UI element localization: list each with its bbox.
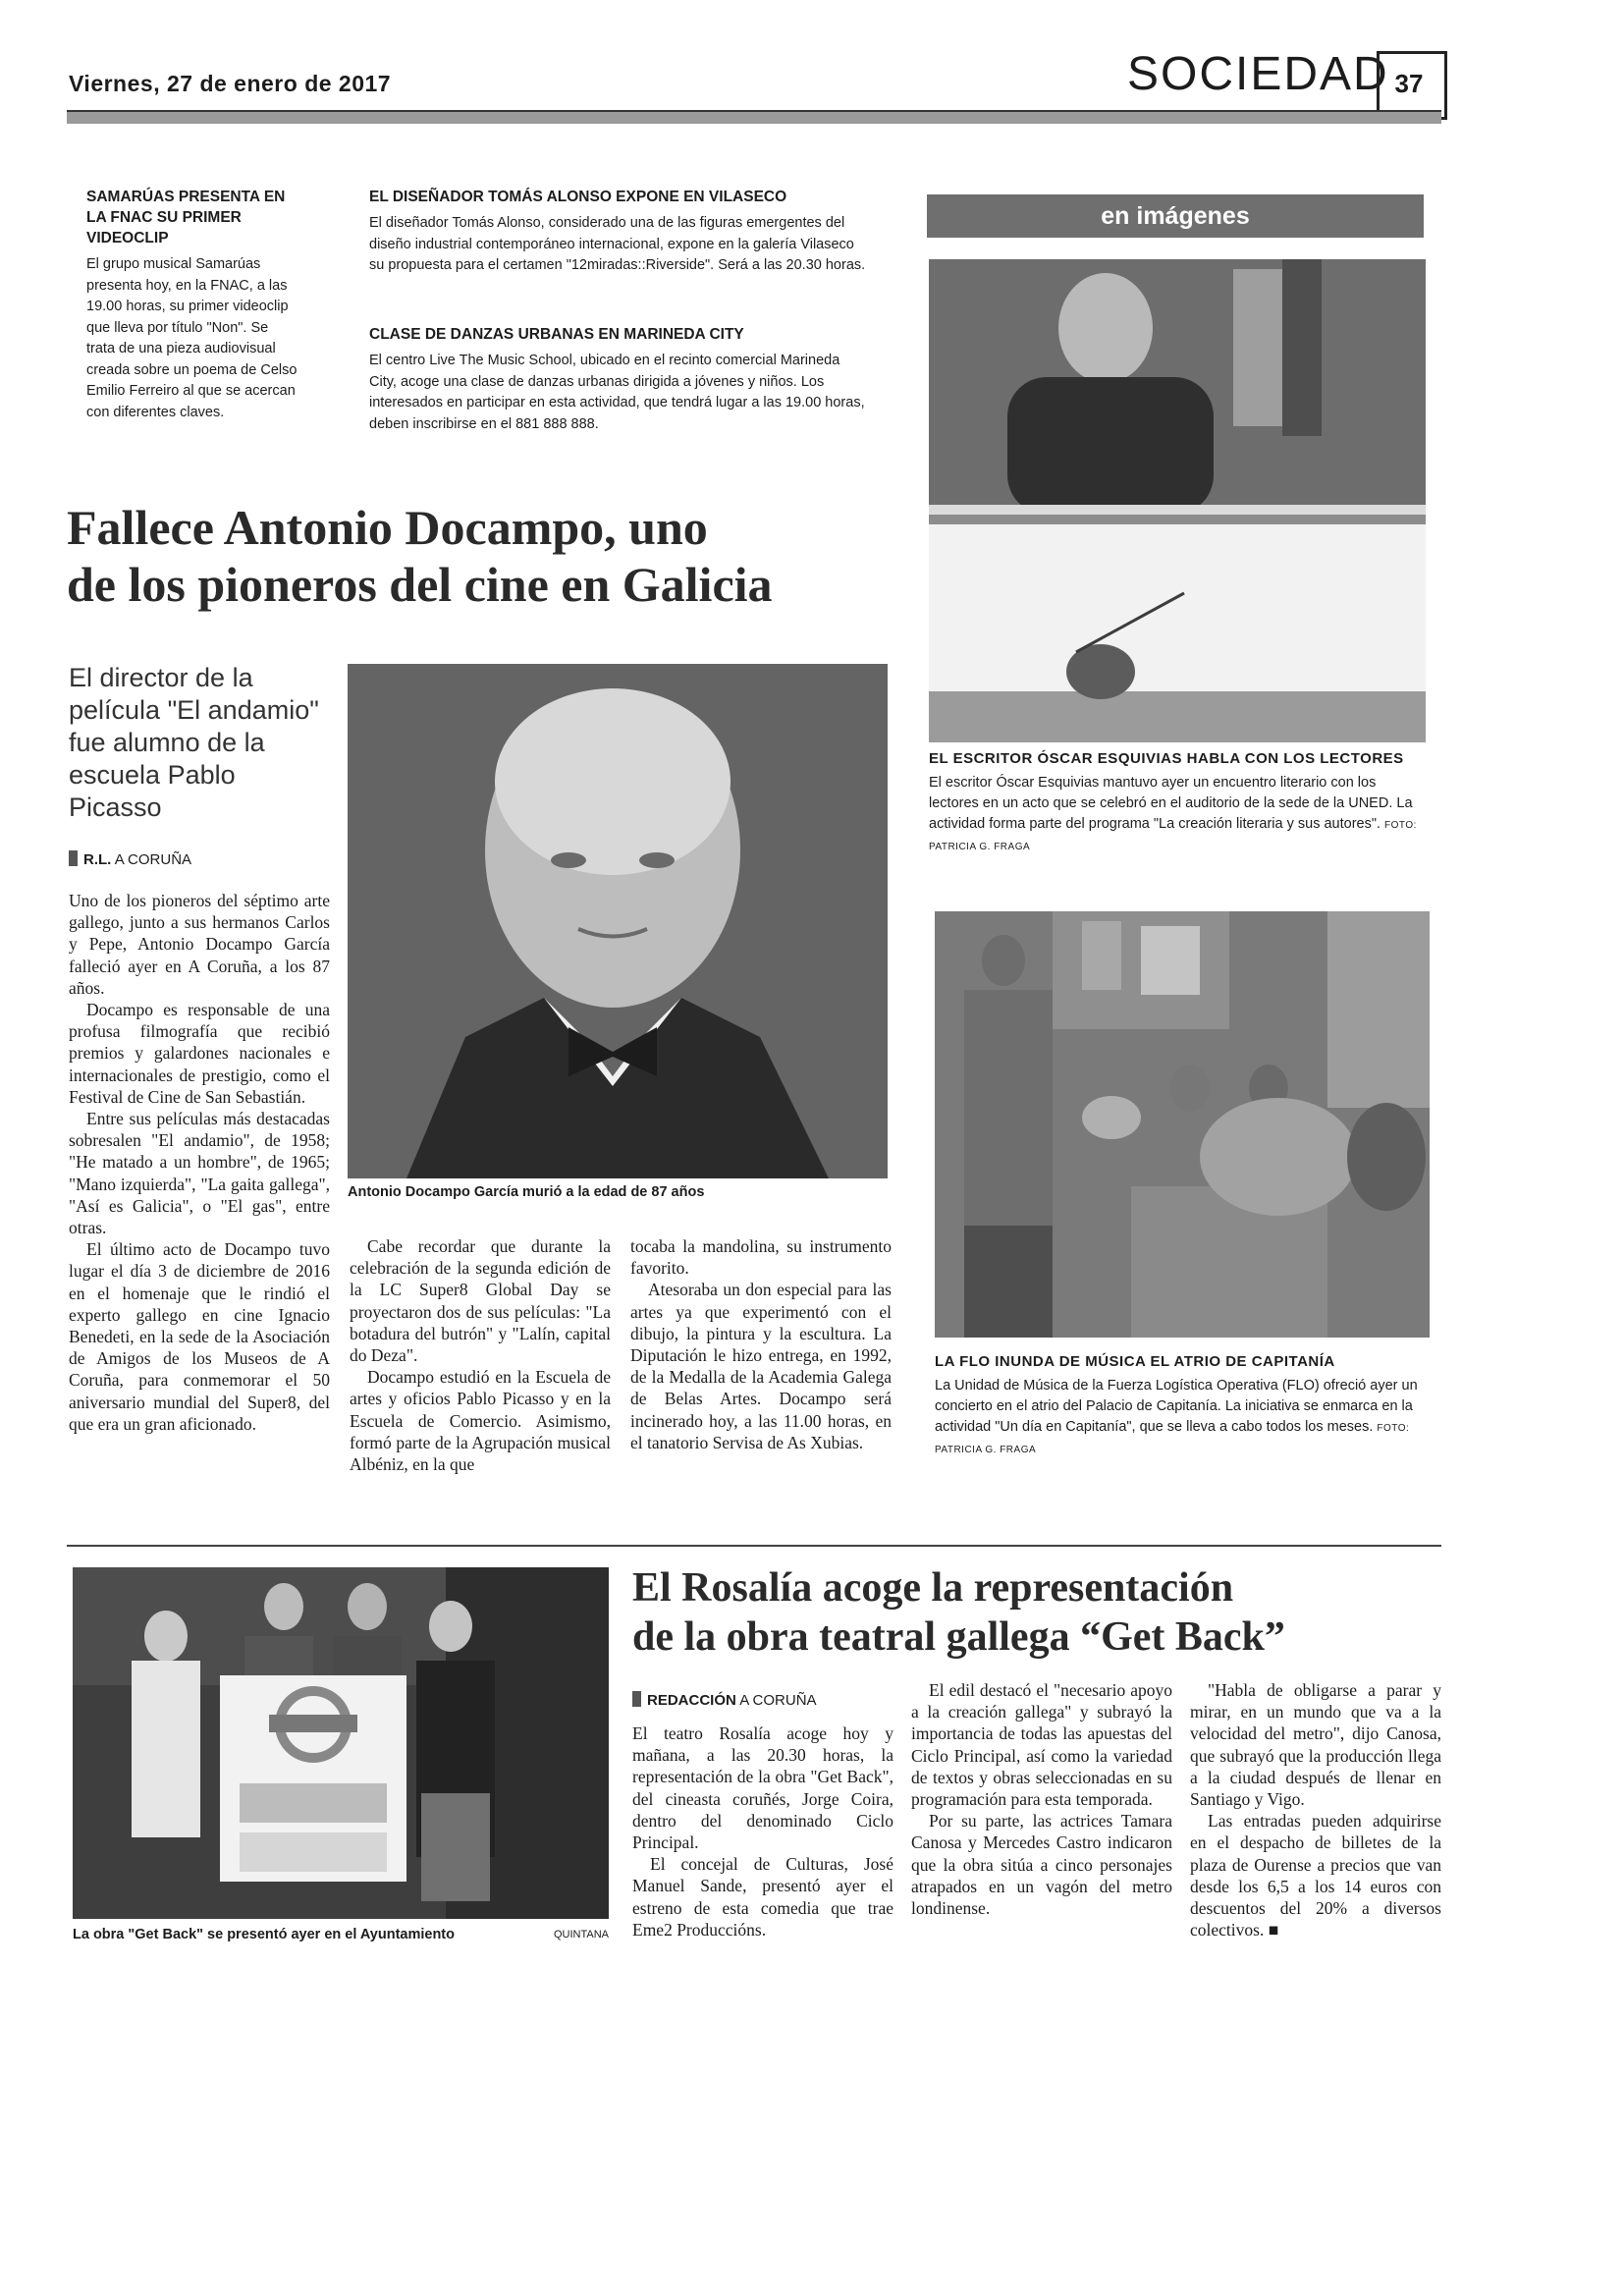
byline-place: A CORUÑA <box>114 851 192 868</box>
band-caption <box>935 1353 1435 1460</box>
article1-deck: El director de la película "El andamio" fue alumno de la escuela Pablo Picasso <box>69 663 319 822</box>
writer-caption <box>929 750 1430 857</box>
article2-col3 <box>1190 1679 1441 1941</box>
brief-title: CLASE DE DANZAS URBANAS EN MARINEDA CITY <box>369 326 744 343</box>
byline-marker <box>632 1691 641 1707</box>
photo-credit: FOTO: PATRICIA G. FRAGA <box>929 820 1417 852</box>
paragraph: "Habla de obligarse a parar y mirar, en un mundo que va a la velocidad del metro", dijo Canosa, que subrayó que la producción llega a la ciudad después de llenar en Santiago y Vigo. <box>1190 1680 1441 1810</box>
photo-credit: FOTO: PATRICIA G. FRAGA <box>935 1423 1410 1455</box>
article2-headline <box>632 1563 1437 1662</box>
brief-title: SAMARÚAS PRESENTA EN LA FNAC SU PRIMER VIDEOCLIP <box>86 189 286 246</box>
brief-text: El grupo musical Samarúas presenta hoy, en la FNAC, a las 19.00 horas, su primer videoclip que lleva por título "Non". Se trata de una pieza audiovisual creada sobre un poema de Celso Emilio Ferreiro al que se acercan con diferentes claves. <box>86 256 298 420</box>
paragraph: Docampo estudió en la Escuela de artes y oficios Pablo Picasso y en la Escuela de Comercio. Asimismo, formó parte de la Agrupación musical Albéniz, en la que <box>350 1367 611 1475</box>
section-separator <box>67 1545 1441 1547</box>
band-photo <box>935 911 1430 1338</box>
paragraph: Atesoraba un don especial para las artes ya que experimentó con el dibujo, la pintura y la escultura. La Diputación le hizo entrega, en 1992, de la Medalla de la Academia Galega de Belas Artes. Docampo será incinerado hoy, a las 11.00 horas, en el tanatorio Servisa de As Xubias. <box>630 1280 892 1452</box>
paragraph: tocaba la mandolina, su instrumento favorito. <box>630 1236 892 1279</box>
article2-byline <box>632 1691 817 1709</box>
paragraph: Uno de los pioneros del séptimo arte gallego, junto a sus hermanos Carlos y Pepe, Antonio Docampo García falleció ayer en A Coruña, a los 87 años. <box>69 891 330 998</box>
brief-samaruas <box>86 187 298 423</box>
headline-line: de la obra teatral gallega “Get Back” <box>632 1614 1285 1660</box>
paragraph: Cabe recordar que durante la celebración de la segunda edición de la LC Super8 Global Day se proyectaron dos de sus películas: "La botadura del butrón" y "Lalín, capital do Deza". <box>350 1236 611 1366</box>
article2-photo-credit: QUINTANA <box>553 1929 609 1941</box>
article1-headline <box>67 499 911 613</box>
brief-danzas <box>369 324 870 435</box>
paragraph: El edil destacó el "necesario apoyo a la creación gallega" y subrayó la importancia de todas las apuestas del Ciclo Principal, así como la variedad de textos y obras seleccionadas en su programación para esta temporada. <box>911 1680 1172 1810</box>
caption-title: EL ESCRITOR ÓSCAR ESQUIVIAS HABLA CON LOS LECTORES <box>929 750 1404 767</box>
byline-marker <box>69 850 78 866</box>
article1-col1 <box>69 890 330 1435</box>
article2-col2 <box>911 1679 1172 1919</box>
brief-alonso <box>369 187 870 277</box>
section-title: SOCIEDAD <box>1127 48 1389 100</box>
writer-photo <box>929 259 1426 742</box>
article1-photo-caption: Antonio Docampo García murió a la edad de 87 años <box>348 1184 705 1200</box>
caption-body <box>935 1376 1435 1460</box>
getback-photo <box>73 1567 609 1919</box>
article2-col1 <box>632 1722 893 1941</box>
article1-col2 <box>350 1235 611 1475</box>
headline-line: de los pioneros del cine en Galicia <box>67 557 773 612</box>
docampo-portrait <box>348 664 888 1178</box>
caption-text: La Unidad de Música de la Fuerza Logística Operativa (FLO) ofreció ayer un concierto en el atrio del Palacio de Capitanía. La iniciativa se enmarca en la actividad "Un día en Capitanía", que se lleva a cabo todos los meses. <box>935 1378 1418 1435</box>
header-rule <box>67 110 1441 124</box>
brief-text: El centro Live The Music School, ubicado en el recinto comercial Marineda City, acoge una clase de danzas urbanas dirigida a jóvenes y niños. Los interesados en participar en esta actividad, que tendrá lugar a las 19.00 horas, deben inscribirse en el 881 888 888. <box>369 353 865 432</box>
article1-col3 <box>630 1235 892 1453</box>
en-imagenes-banner: en imágenes <box>927 194 1424 238</box>
article1-byline <box>69 850 191 868</box>
paragraph: Entre sus películas más destacadas sobresalen "El andamio", de 1958; "He matado a un hombre", de 1965; "Mano izquierda", "La gaita gallega", "Así es Galicia", o "El gas", entre otras. <box>69 1109 330 1238</box>
brief-text: El diseñador Tomás Alonso, considerado una de las figuras emergentes del diseño industrial contemporáneo internacional, expone en la galería Vilaseco su propuesta para el certamen "12miradas::Riverside". Será a las 20.30 horas. <box>369 215 866 273</box>
article2-photo-caption: La obra "Get Back" se presentó ayer en el Ayuntamiento <box>73 1927 455 1942</box>
paragraph: Docampo es responsable de una profusa filmografía que recibió premios y galardones nacionales e internacionales de prestigio, como el Festival de Cine de San Sebastián. <box>69 1000 330 1107</box>
page-number: 37 <box>1394 69 1424 98</box>
paragraph: El teatro Rosalía acoge hoy y mañana, a las 20.30 horas, la representación de la obra "Get Back", del cineasta coruñés, Jorge Coira, dentro del denominado Ciclo Principal. <box>632 1723 893 1853</box>
byline-author: REDACCIÓN <box>647 1692 736 1709</box>
paragraph: Las entradas pueden adquirirse en el despacho de billetes de la plaza de Ourense a precios que van desde los 6,5 a los 14 euros con descuentos del 20% a diversos colectivos. ■ <box>1190 1811 1441 1941</box>
paragraph: El último acto de Docampo tuvo lugar el día 3 de diciembre de 2016 en el homenaje que le rindió el experto gallego en cine Ignacio Benedeti, en la sede de la Asociación de Amigos de los Museos de A Coruña, para conmemorar el 50 aniversario mundial del Super8, del que era un gran aficionado. <box>69 1239 330 1434</box>
byline-place: A CORUÑA <box>739 1692 817 1709</box>
headline-line: Fallece Antonio Docampo, uno <box>67 500 708 555</box>
paragraph: El concejal de Culturas, José Manuel Sande, presentó ayer el estreno de esta comedia que trae Eme2 Produccións. <box>632 1854 893 1940</box>
caption-body <box>929 773 1430 857</box>
paragraph: Por su parte, las actrices Tamara Canosa y Mercedes Castro indicaron que la obra sitúa a cinco personajes atrapados en un vagón del metro londinense. <box>911 1811 1172 1919</box>
caption-text: El escritor Óscar Esquivias mantuvo ayer un encuentro literario con los lectores en un acto que se celebró en el auditorio de la sede de la UNED. La actividad forma parte del programa "La creación literaria y sus autores". <box>929 775 1413 832</box>
article2-photo-caption-row <box>73 1927 609 1942</box>
byline-author: R.L. <box>83 851 112 868</box>
caption-title: LA FLO INUNDA DE MÚSICA EL ATRIO DE CAPITANÍA <box>935 1353 1335 1370</box>
headline-line: El Rosalía acoge la representación <box>632 1565 1234 1611</box>
brief-title: EL DISEÑADOR TOMÁS ALONSO EXPONE EN VILASECO <box>369 189 787 205</box>
issue-date: Viernes, 27 de enero de 2017 <box>69 71 392 96</box>
